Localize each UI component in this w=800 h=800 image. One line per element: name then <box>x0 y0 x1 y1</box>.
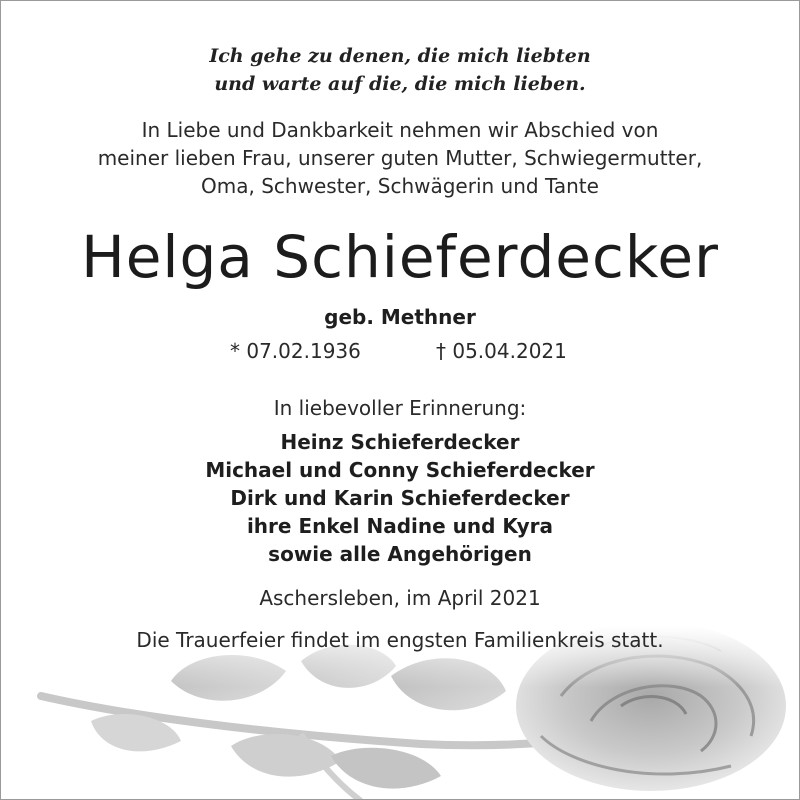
motto-line-2: und warte auf die, die mich lieben. <box>214 73 586 95</box>
remembrance-heading: In liebevoller Erinnerung: <box>273 396 527 420</box>
rose-illustration <box>1 626 800 800</box>
mourner-5: sowie alle Angehörigen <box>268 542 532 566</box>
maiden-name: geb. Methner <box>324 305 476 329</box>
mourner-4: ihre Enkel Nadine und Kyra <box>246 514 554 538</box>
place-date: Aschersleben, im April 2021 <box>259 586 541 610</box>
motto-line-1: Ich gehe zu denen, die mich liebten <box>209 45 591 67</box>
death-date: † 05.04.2021 <box>436 339 567 363</box>
funeral-note: Die Trauerfeier findet im engsten Familienkreis statt. <box>136 628 664 652</box>
mourner-2: Michael und Conny Schieferdecker <box>205 458 595 482</box>
intro-line-3: Oma, Schwester, Schwägerin und Tante <box>201 174 599 198</box>
life-dates <box>1 339 799 367</box>
mourner-1: Heinz Schieferdecker <box>280 430 520 454</box>
intro-line-1: In Liebe und Dankbarkeit nehmen wir Abschied von <box>141 118 659 142</box>
intro-line-2: meiner lieben Frau, unserer guten Mutter, Schwiegermutter, <box>97 146 703 170</box>
mourner-3: Dirk und Karin Schieferdecker <box>230 486 570 510</box>
deceased-name: Helga Schieferdecker <box>81 223 719 291</box>
birth-date: * 07.02.1936 <box>230 339 361 363</box>
